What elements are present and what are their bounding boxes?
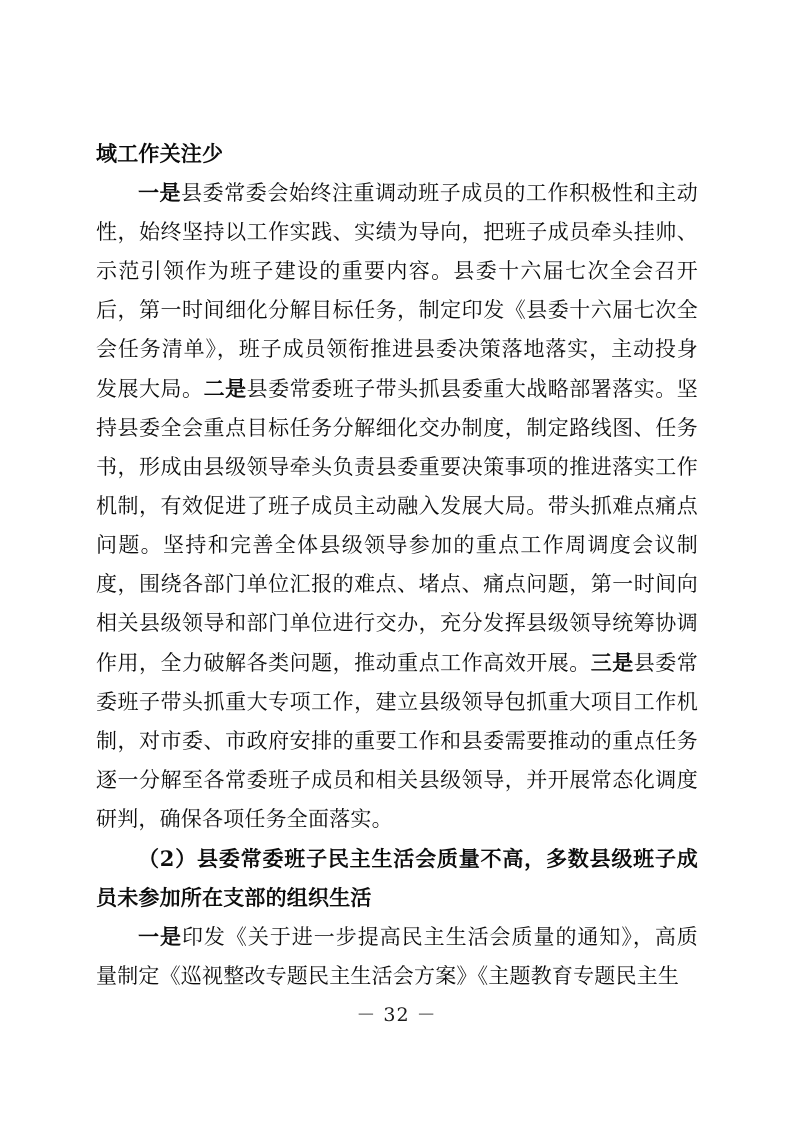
- run-label-yishi-2: 一是: [138, 924, 182, 949]
- page-content: [96, 134, 698, 996]
- paragraph-2-subheading: [96, 839, 698, 917]
- run-body-3: 县委常委班子带头抓重大专项工作，建立县级领导包抓重大项目工作机制，对市委、市政府安排的重要工作和县委需要推动的重点任务逐一分解至各常委班子成员和相关县级领导，并开展常态化调度研判，确保各项任务全面落实。: [96, 651, 698, 831]
- paragraph-3: [96, 917, 698, 996]
- run-body-2: 县委常委班子带头抓县委重大战略部署落实。坚持县委全会重点目标任务分解细化交办制度，制定路线图、任务书，形成由县级领导牵头负责县委重要决策事项的推进落实工作机制，有效促进了班子成员主动融入发展大局。带头抓难点痛点问题。坚持和完善全体县级领导参加的重点工作周调度会议制度，围绕各部门单位汇报的难点、堵点、痛点问题，第一时间向相关县级领导和部门单位进行交办，充分发挥县级领导统筹协调作用，全力破解各类问题，推动重点工作高效开展。: [96, 377, 699, 675]
- run-subheading-2: （2）县委常委班子民主生活会质量不高，多数县级班子成员未参加所在支部的组织生活: [96, 846, 698, 910]
- run-label-sanshi: 三是: [590, 650, 634, 675]
- run-label-ershi: 二是: [203, 376, 247, 401]
- run-label-yishi: 一是: [138, 180, 182, 205]
- paragraph-1: [96, 173, 698, 839]
- page-number: － 32 －: [356, 1004, 437, 1026]
- run-body-1: 县委常委会始终注重调动班子成员的工作积极性和主动性，始终坚持以工作实践、实绩为导向，把班子成员牵头挂帅、示范引领作为班子建设的重要内容。县委十六届七次全会召开后，第一时间细化分解目标任务，制定印发《县委十六届七次全会任务清单》，班子成员领衔推进县委决策落地落实，主动投身发展大局。: [96, 181, 698, 401]
- heading-continued: 域工作关注少: [96, 141, 224, 166]
- run-body-4: 印发《关于进一步提高民主生活会质量的通知》，高质量制定《巡视整改专题民主生活会方案》《主题教育专题民主生: [96, 925, 698, 988]
